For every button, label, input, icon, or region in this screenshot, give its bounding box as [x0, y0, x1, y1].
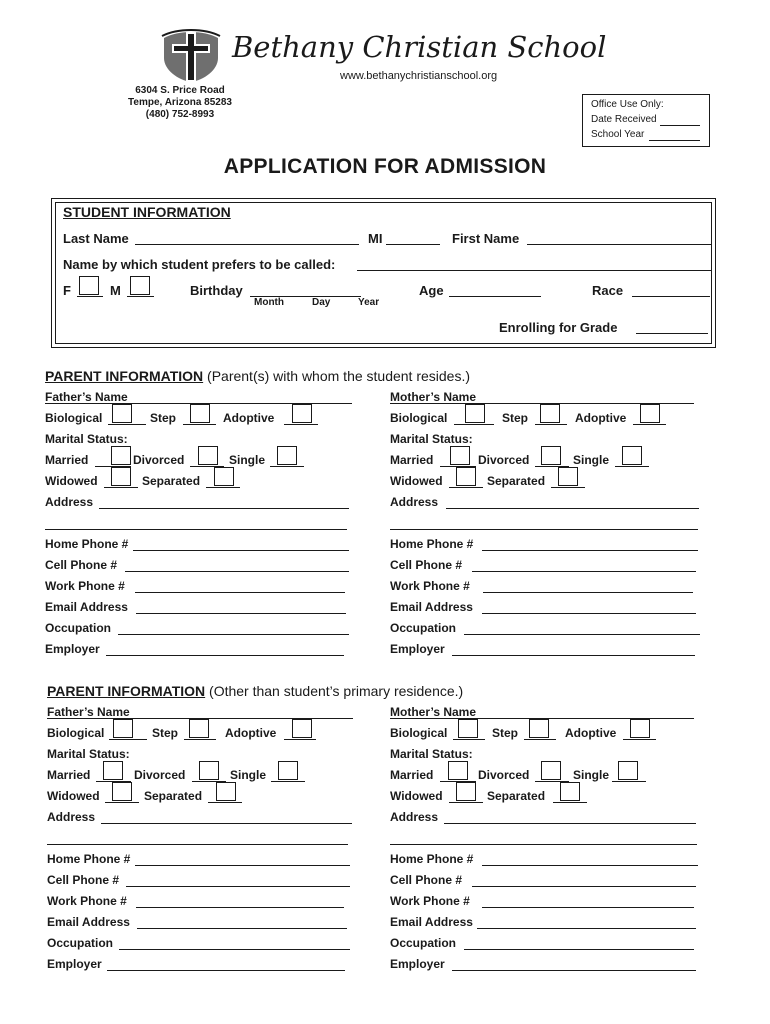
- last-name-label: Last Name: [63, 231, 129, 246]
- p1-mother-home-phone-label: Home Phone #: [390, 537, 474, 551]
- p2-father-divorced-checkbox[interactable]: [199, 761, 219, 780]
- p1-mother-adoptive-label: Adoptive: [575, 411, 627, 425]
- p1-mother-address-field[interactable]: [446, 508, 699, 509]
- p2-mother-adoptive-label: Adoptive: [565, 726, 617, 740]
- date-received-field[interactable]: [660, 125, 700, 126]
- school-address-line2: Tempe, Arizona 85283: [128, 97, 232, 108]
- p2-father-divorced-label: Divorced: [134, 768, 186, 782]
- birthday-label: Birthday: [190, 283, 243, 298]
- p1-mother-married-checkbox[interactable]: [450, 446, 470, 465]
- p2-mother-occupation-label: Occupation: [390, 936, 457, 950]
- p1-father-married-label: Married: [45, 453, 89, 467]
- p2-father-widowed-checkbox[interactable]: [112, 782, 132, 801]
- p2-father-cell-phone-label: Cell Phone #: [47, 873, 120, 887]
- p2-mother-step-label: Step: [492, 726, 519, 740]
- p1-mother-name-label: Mother’s Name: [390, 390, 477, 404]
- p2-mother-email-label: Email Address: [390, 915, 473, 929]
- p1-father-work-phone-label: Work Phone #: [45, 579, 125, 593]
- p2-father-separated-label: Separated: [144, 789, 203, 803]
- p1-father-address-label: Address: [45, 495, 94, 509]
- p2-mother-occupation-field[interactable]: [464, 949, 694, 950]
- birthday-month-label: Month: [254, 297, 284, 308]
- p1-father-occupation-field[interactable]: [118, 634, 349, 635]
- p1-mother-employer-label: Employer: [390, 642, 445, 656]
- p1-mother-work-phone-label: Work Phone #: [390, 579, 470, 593]
- p2-father-email-label: Email Address: [47, 915, 130, 929]
- p2-mother-name-label: Mother’s Name: [390, 705, 477, 719]
- p2-mother-address-field-2[interactable]: [390, 844, 697, 845]
- parent-section-1-header: [45, 368, 470, 384]
- mi-label: MI: [368, 231, 383, 246]
- gender-f-label: F: [63, 283, 71, 298]
- p2-father-address-field[interactable]: [101, 823, 352, 824]
- p2-father-adoptive-checkbox[interactable]: [292, 719, 312, 738]
- school-address-line1: 6304 S. Price Road: [135, 85, 225, 96]
- p2-mother-address-field[interactable]: [444, 823, 696, 824]
- last-name-field[interactable]: [135, 244, 359, 245]
- p1-mother-married-label: Married: [390, 453, 434, 467]
- p1-father-step-label: Step: [150, 411, 177, 425]
- p1-mother-address-field-2[interactable]: [390, 529, 698, 530]
- p1-mother-home-phone-field[interactable]: [482, 550, 698, 551]
- p2-father-single-label: Single: [230, 768, 267, 782]
- school-year-label: School Year: [591, 129, 645, 140]
- p2-mother-separated-checkbox[interactable]: [560, 782, 580, 801]
- date-received-label: Date Received: [591, 114, 657, 125]
- p2-father-marital-label: Marital Status:: [47, 747, 130, 761]
- parent-section-1-subtitle: (Parent(s) with whom the student resides.): [207, 368, 471, 384]
- p2-father-cell-phone-field[interactable]: [126, 886, 350, 887]
- school-logo: [160, 28, 222, 84]
- school-year-field[interactable]: [649, 140, 700, 141]
- p2-mother-address-label: Address: [390, 810, 439, 824]
- parent-section-2-header: [47, 683, 463, 699]
- p1-mother-address-label: Address: [390, 495, 439, 509]
- p2-father-address-label: Address: [47, 810, 96, 824]
- p1-father-cell-phone-label: Cell Phone #: [45, 558, 118, 572]
- p2-mother-home-phone-label: Home Phone #: [390, 852, 474, 866]
- p1-mother-step-label: Step: [502, 411, 529, 425]
- p2-mother-cell-phone-label: Cell Phone #: [390, 873, 463, 887]
- p1-father-cell-phone-field[interactable]: [125, 571, 349, 572]
- p1-mother-widowed-checkbox[interactable]: [456, 467, 476, 486]
- p2-mother-cell-phone-field[interactable]: [472, 886, 696, 887]
- p1-father-email-field[interactable]: [136, 613, 346, 614]
- p1-father-name-label: Father’s Name: [45, 390, 128, 404]
- p2-father-adoptive-label: Adoptive: [225, 726, 277, 740]
- gender-m-label: M: [110, 283, 121, 298]
- school-phone: (480) 752-8993: [145, 109, 215, 120]
- p1-mother-biological-checkbox[interactable]: [465, 404, 485, 423]
- p1-father-home-phone-field[interactable]: [133, 550, 349, 551]
- p1-mother-adoptive-checkbox[interactable]: [640, 404, 660, 423]
- p2-father-email-field[interactable]: [137, 928, 347, 929]
- p1-mother-separated-checkbox[interactable]: [558, 467, 578, 486]
- p1-father-widowed-label: Widowed: [45, 474, 98, 488]
- enrolling-grade-field[interactable]: [636, 333, 708, 334]
- p1-father-widowed-checkbox[interactable]: [111, 467, 131, 486]
- p2-mother-single-label: Single: [573, 768, 610, 782]
- p2-mother-widowed-checkbox[interactable]: [456, 782, 476, 801]
- p1-father-adoptive-checkbox[interactable]: [292, 404, 312, 423]
- preferred-name-label: Name by which student prefers to be called:: [63, 257, 336, 272]
- p2-mother-work-phone-label: Work Phone #: [390, 894, 470, 908]
- form-title: APPLICATION FOR ADMISSION: [223, 155, 547, 178]
- p2-father-name-label: Father’s Name: [47, 705, 130, 719]
- p1-father-email-label: Email Address: [45, 600, 128, 614]
- first-name-label: First Name: [452, 231, 520, 246]
- p2-mother-employer-field[interactable]: [452, 970, 696, 971]
- p2-mother-married-checkbox[interactable]: [448, 761, 468, 780]
- p2-mother-adoptive-checkbox[interactable]: [630, 719, 650, 738]
- p1-mother-email-field[interactable]: [482, 613, 696, 614]
- p2-mother-home-phone-field[interactable]: [482, 865, 698, 866]
- p1-mother-occupation-label: Occupation: [390, 621, 457, 635]
- parent-section-2-title: PARENT INFORMATION: [47, 683, 206, 699]
- p1-father-adoptive-label: Adoptive: [223, 411, 275, 425]
- parent-section-2-subtitle: (Other than student’s primary residence.): [209, 683, 464, 699]
- p1-mother-step-checkbox[interactable]: [540, 404, 560, 423]
- p2-father-home-phone-label: Home Phone #: [47, 852, 131, 866]
- p2-father-occupation-field[interactable]: [119, 949, 350, 950]
- p1-mother-cell-phone-label: Cell Phone #: [390, 558, 463, 572]
- p2-father-work-phone-field[interactable]: [136, 907, 344, 908]
- p1-father-employer-field[interactable]: [106, 655, 344, 656]
- first-name-field[interactable]: [527, 244, 712, 245]
- p1-mother-marital-label: Marital Status:: [390, 432, 473, 446]
- p1-father-step-checkbox[interactable]: [190, 404, 210, 423]
- p1-father-occupation-label: Occupation: [45, 621, 112, 635]
- p1-father-biological-checkbox[interactable]: [112, 404, 132, 423]
- p2-father-employer-label: Employer: [47, 957, 102, 971]
- p1-father-single-label: Single: [229, 453, 266, 467]
- office-use-box: [582, 94, 710, 147]
- p1-father-address-field[interactable]: [99, 508, 349, 509]
- p2-father-widowed-label: Widowed: [47, 789, 100, 803]
- p1-mother-occupation-field[interactable]: [464, 634, 700, 635]
- p1-father-single-checkbox[interactable]: [277, 446, 297, 465]
- p2-mother-married-label: Married: [390, 768, 434, 782]
- p1-father-separated-label: Separated: [142, 474, 201, 488]
- p2-father-step-label: Step: [152, 726, 179, 740]
- p2-mother-separated-label: Separated: [487, 789, 546, 803]
- p2-mother-email-field[interactable]: [477, 928, 696, 929]
- p1-mother-divorced-checkbox[interactable]: [541, 446, 561, 465]
- birthday-year-label: Year: [358, 297, 380, 308]
- p1-mother-separated-label: Separated: [487, 474, 546, 488]
- p1-father-married-checkbox[interactable]: [111, 446, 131, 465]
- p2-mother-widowed-label: Widowed: [390, 789, 443, 803]
- p1-mother-employer-field[interactable]: [452, 655, 695, 656]
- race-field[interactable]: [632, 296, 710, 297]
- race-label: Race: [592, 283, 624, 298]
- student-section-title: STUDENT INFORMATION: [63, 204, 231, 220]
- p2-father-single-checkbox[interactable]: [278, 761, 298, 780]
- p1-father-separated-checkbox[interactable]: [214, 467, 234, 486]
- p2-father-biological-checkbox[interactable]: [113, 719, 133, 738]
- preferred-name-field[interactable]: [357, 270, 711, 271]
- p1-father-home-phone-label: Home Phone #: [45, 537, 129, 551]
- p1-father-work-phone-field[interactable]: [135, 592, 345, 593]
- p1-father-divorced-label: Divorced: [133, 453, 185, 467]
- gender-f-checkbox[interactable]: [79, 276, 99, 295]
- p2-father-occupation-label: Occupation: [47, 936, 114, 950]
- birthday-day-label: Day: [312, 297, 331, 308]
- p2-mother-divorced-checkbox[interactable]: [541, 761, 561, 780]
- p1-mother-biological-label: Biological: [390, 411, 448, 425]
- p2-father-address-field-2[interactable]: [47, 844, 348, 845]
- p2-father-home-phone-field[interactable]: [135, 865, 350, 866]
- age-field[interactable]: [449, 296, 541, 297]
- p2-mother-biological-label: Biological: [390, 726, 448, 740]
- p1-father-biological-label: Biological: [45, 411, 103, 425]
- p2-mother-single-checkbox[interactable]: [618, 761, 638, 780]
- cross-logo-icon: [160, 28, 222, 84]
- p1-mother-single-label: Single: [573, 453, 610, 467]
- school-name: Bethany Christian School: [232, 30, 607, 64]
- mi-field[interactable]: [386, 244, 440, 245]
- p1-mother-divorced-label: Divorced: [478, 453, 530, 467]
- age-label: Age: [419, 283, 444, 298]
- parent-section-1-title: PARENT INFORMATION: [45, 368, 204, 384]
- p2-father-work-phone-label: Work Phone #: [47, 894, 127, 908]
- p2-father-employer-field[interactable]: [107, 970, 345, 971]
- p1-mother-widowed-label: Widowed: [390, 474, 443, 488]
- p1-mother-cell-phone-field[interactable]: [472, 571, 696, 572]
- p2-father-separated-checkbox[interactable]: [216, 782, 236, 801]
- gender-m-checkbox[interactable]: [130, 276, 150, 295]
- p2-mother-divorced-label: Divorced: [478, 768, 530, 782]
- p2-father-biological-label: Biological: [47, 726, 105, 740]
- school-website: www.bethanychristianschool.org: [340, 70, 498, 82]
- p1-father-divorced-checkbox[interactable]: [198, 446, 218, 465]
- p2-father-step-checkbox[interactable]: [189, 719, 209, 738]
- p1-mother-single-checkbox[interactable]: [622, 446, 642, 465]
- p2-father-married-checkbox[interactable]: [103, 761, 123, 780]
- enrolling-grade-label: Enrolling for Grade: [499, 320, 618, 335]
- p1-mother-email-label: Email Address: [390, 600, 473, 614]
- p1-mother-work-phone-field[interactable]: [483, 592, 693, 593]
- office-use-title: Office Use Only:: [591, 99, 664, 110]
- p1-father-employer-label: Employer: [45, 642, 100, 656]
- p2-mother-employer-label: Employer: [390, 957, 445, 971]
- p2-father-married-label: Married: [47, 768, 91, 782]
- p2-mother-biological-checkbox[interactable]: [458, 719, 478, 738]
- p1-father-address-field-2[interactable]: [45, 529, 347, 530]
- p2-mother-work-phone-field[interactable]: [482, 907, 694, 908]
- p1-father-marital-label: Marital Status:: [45, 432, 128, 446]
- p2-mother-marital-label: Marital Status:: [390, 747, 473, 761]
- p2-mother-step-checkbox[interactable]: [529, 719, 549, 738]
